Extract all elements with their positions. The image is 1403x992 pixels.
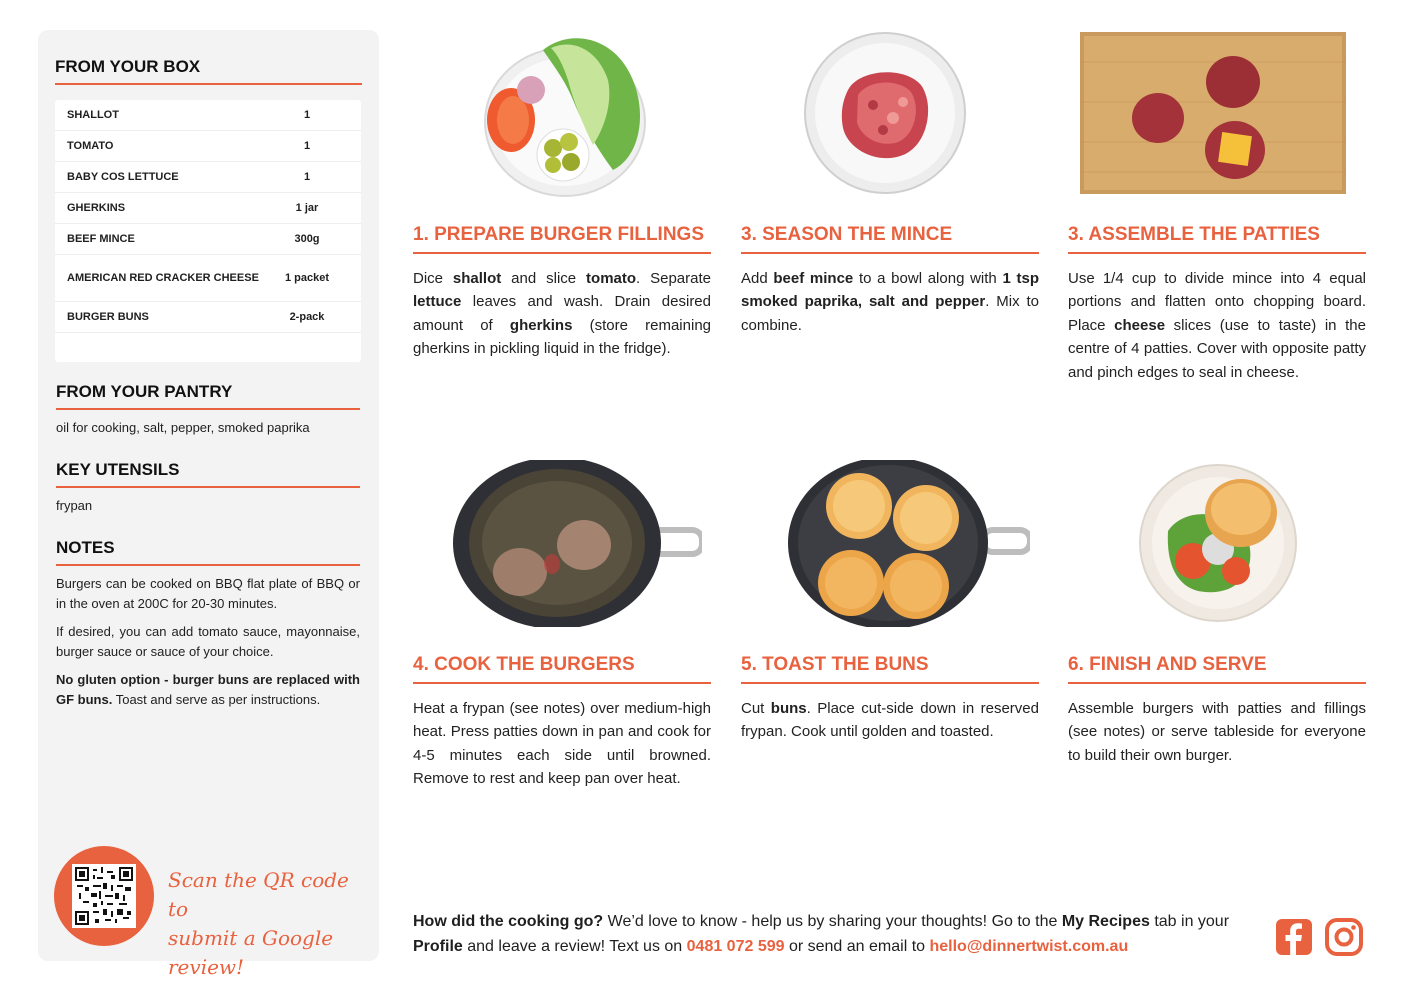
step2-body — [741, 267, 1039, 337]
email-link[interactable]: hello@dinnertwist.com.au — [929, 938, 1129, 955]
step-text: to a bowl along with — [853, 270, 1003, 287]
qr-caption-line1: Scan the QR code to — [168, 868, 349, 921]
note-paragraph: Burgers can be cooked on BBQ flat plate of BBQ or in the oven at 200C for 20-30 minutes. — [56, 576, 360, 611]
qr-code-icon — [72, 864, 136, 928]
step6-body — [1068, 697, 1366, 767]
step-bold-text: cheese — [1114, 316, 1166, 334]
step4-body — [413, 697, 711, 791]
step2-photo-mince — [803, 30, 968, 196]
step-text: and slice — [501, 270, 587, 287]
pantry-section — [56, 382, 360, 438]
feedback-footer — [413, 909, 1263, 959]
step-text: Add — [741, 270, 774, 287]
ingredient-row — [55, 131, 361, 162]
sidebar — [38, 30, 379, 979]
ingredient-qty: 1 — [303, 140, 311, 152]
facebook-icon[interactable] — [1275, 918, 1313, 956]
ingredient-qty: 2-pack — [289, 311, 325, 323]
note-paragraph: If desired, you can add tomato sauce, mayonnaise, burger sauce or sauce of your choice. — [56, 624, 360, 659]
step5-photo-buns — [788, 460, 1030, 627]
footer-text-part: and leave a review! Text us on — [462, 938, 687, 955]
step5-title: 5. TOAST THE BUNS — [741, 654, 1039, 684]
footer-text-part: tab in your — [1149, 913, 1230, 930]
note-gluten — [56, 670, 360, 710]
qr-review-caption — [168, 866, 368, 982]
ingredient-qty: 1 jar — [295, 202, 319, 214]
step-text: (store remaining gherkins in pickling liquid in the fridge). — [413, 316, 711, 358]
step-text: leaves and wash. Drain desired amount of — [413, 293, 711, 334]
profile-link[interactable]: Profile — [413, 938, 463, 955]
ingredient-qty: 300g — [294, 233, 320, 245]
ingredient-qty: 1 — [303, 109, 311, 121]
utensils-title: KEY UTENSILS — [56, 460, 360, 488]
step-text: Use 1/4 cup to divide mince into 4 equal portions and flatten onto chopping board. Place — [1068, 270, 1366, 334]
step-bold-text: lettuce — [413, 293, 462, 311]
step4-photo-frypan — [452, 460, 702, 627]
footer-text-part: or send an email to — [784, 938, 930, 955]
step3-photo-patties — [1080, 32, 1346, 194]
my-recipes-link[interactable]: My Recipes — [1061, 913, 1150, 930]
ingredient-name: BURGER BUNS — [67, 311, 149, 323]
step-text: Cut — [741, 700, 771, 717]
ingredient-qty: 1 — [303, 171, 311, 183]
step3-body — [1068, 267, 1366, 384]
ingredient-row — [55, 255, 361, 302]
step4-title: 4. COOK THE BURGERS — [413, 654, 711, 684]
step-bold-text: buns — [770, 700, 807, 717]
notes-title: NOTES — [56, 538, 360, 566]
step2-title: 3. SEASON THE MINCE — [741, 224, 1039, 254]
step-bold-text: beef mince — [773, 270, 854, 287]
ingredient-name: AMERICAN RED CRACKER CHEESE — [67, 272, 259, 284]
ingredient-name: BABY COS LETTUCE — [67, 171, 179, 183]
step6-title: 6. FINISH AND SERVE — [1068, 654, 1366, 684]
step-text: Dice — [413, 270, 453, 287]
phone-link[interactable]: 0481 072 599 — [686, 938, 785, 955]
qr-badge[interactable] — [54, 846, 154, 946]
ingredient-row — [55, 162, 361, 193]
note-gluten-rest: Toast and serve as per instructions. — [112, 692, 321, 707]
ingredient-qty: 1 packet — [284, 272, 330, 284]
step-bold-text: tomato — [586, 270, 637, 287]
step-bold-text: shallot — [452, 270, 502, 287]
utensils-section — [56, 460, 360, 516]
note-gluten-bold: No gluten option - burger buns are replaced with GF buns. — [56, 672, 360, 707]
ingredient-name: SHALLOT — [67, 109, 119, 121]
ingredient-name: TOMATO — [67, 140, 114, 152]
step5-body — [741, 697, 1039, 744]
step6-photo-burger — [1138, 461, 1298, 624]
pantry-text: oil for cooking, salt, pepper, smoked paprika — [56, 420, 310, 435]
ingredient-row — [55, 224, 361, 255]
step-bold-text: gherkins — [509, 316, 573, 334]
ingredient-row — [55, 100, 361, 131]
qr-caption-line2: submit a Google review! — [168, 926, 334, 979]
ingredient-name: BEEF MINCE — [67, 233, 135, 245]
step-bold-text: 1 tsp smoked paprika, salt and pepper — [741, 270, 1039, 311]
from-your-box-title: FROM YOUR BOX — [55, 57, 362, 85]
ingredients-table — [55, 100, 361, 362]
step1-photo-fillings — [473, 30, 663, 198]
step-text: . Mix to combine. — [741, 293, 1039, 334]
step-text: Heat a frypan (see notes) over medium-high heat. Press patties down in pan and cook for 4-5 minutes each side until browned. Remove to rest and keep pan over heat. — [413, 700, 711, 788]
ingredient-name: GHERKINS — [67, 202, 126, 214]
step-text: . Place cut-side down in reserved frypan. Cook until golden and toasted. — [741, 700, 1039, 741]
utensils-text: frypan — [56, 498, 93, 513]
ingredient-row — [55, 193, 361, 224]
step1-title: 1. PREPARE BURGER FILLINGS — [413, 224, 711, 254]
footer-text-part: We’d love to know - help us by sharing your thoughts! Go to the — [603, 913, 1062, 930]
feedback-question: How did the cooking go? — [413, 913, 604, 930]
ingredient-row — [55, 302, 361, 333]
step-text: slices (use to taste) in the centre of 4 patties. Cover with opposite patty and pinch edges to seal in cheese. — [1068, 316, 1366, 381]
pantry-title: FROM YOUR PANTRY — [56, 382, 360, 410]
instagram-icon[interactable] — [1325, 918, 1363, 956]
notes-section — [56, 538, 360, 710]
step-text: . Separate — [636, 270, 711, 287]
step-text: Assemble burgers with patties and fillings (see notes) or serve tableside for everyone to build their own burger. — [1068, 700, 1366, 764]
step1-body — [413, 267, 711, 361]
step3-title: 3. ASSEMBLE THE PATTIES — [1068, 224, 1366, 254]
